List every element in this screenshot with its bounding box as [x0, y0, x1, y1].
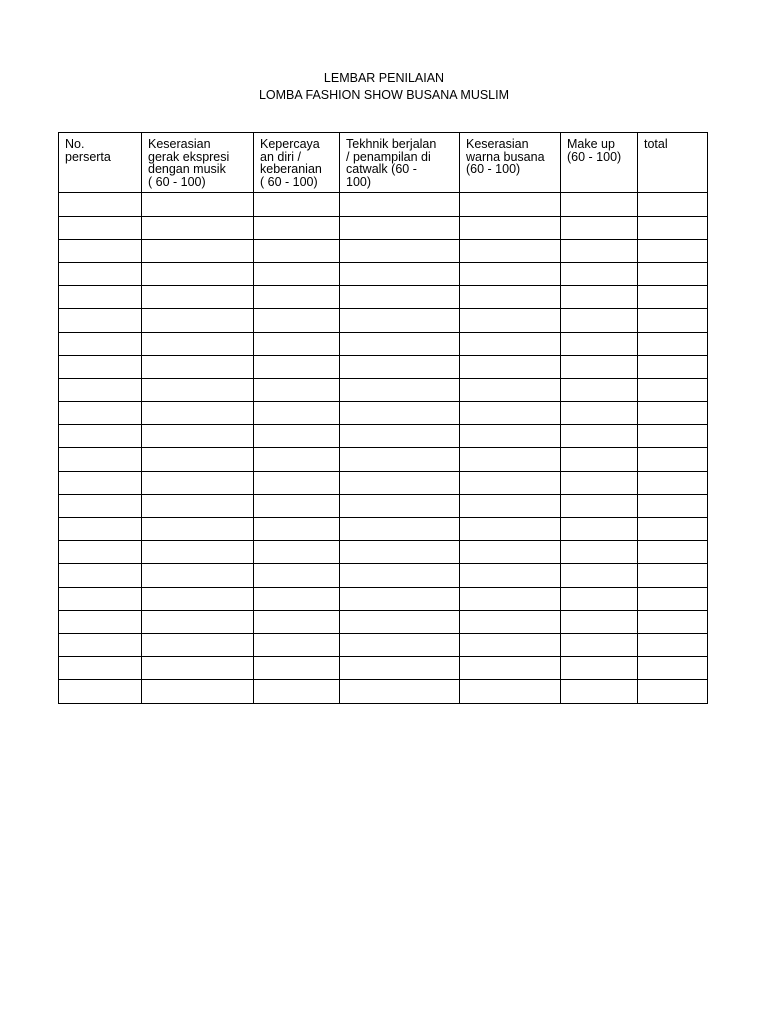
col-header-make-up: Make up (60 - 100) — [561, 133, 638, 193]
score-cell-warna[interactable] — [460, 425, 561, 448]
score-cell-makeup[interactable] — [561, 286, 638, 309]
score-cell-tekhnik[interactable] — [340, 425, 460, 448]
score-cell-total[interactable] — [638, 286, 708, 309]
score-cell-total[interactable] — [638, 309, 708, 332]
score-cell-tekhnik[interactable] — [340, 216, 460, 239]
score-cell-warna[interactable] — [460, 564, 561, 587]
table-row — [59, 216, 708, 239]
score-cell-tekhnik[interactable] — [340, 564, 460, 587]
table-row — [59, 402, 708, 425]
score-cell-makeup[interactable] — [561, 332, 638, 355]
score-cell-tekhnik[interactable] — [340, 494, 460, 517]
score-cell-gerak[interactable] — [142, 378, 254, 401]
score-cell-no-peserta[interactable] — [59, 587, 142, 610]
score-cell-tekhnik[interactable] — [340, 633, 460, 656]
score-cell-no-peserta[interactable] — [59, 518, 142, 541]
score-cell-no-peserta[interactable] — [59, 262, 142, 285]
score-cell-tekhnik[interactable] — [340, 518, 460, 541]
score-cell-no-peserta[interactable] — [59, 402, 142, 425]
score-cell-total[interactable] — [638, 262, 708, 285]
score-cell-makeup[interactable] — [561, 680, 638, 703]
score-cell-total[interactable] — [638, 471, 708, 494]
score-cell-makeup[interactable] — [561, 564, 638, 587]
score-cell-no-peserta[interactable] — [59, 216, 142, 239]
score-cell-gerak[interactable] — [142, 216, 254, 239]
score-cell-total[interactable] — [638, 587, 708, 610]
score-cell-makeup[interactable] — [561, 448, 638, 471]
score-cell-tekhnik[interactable] — [340, 378, 460, 401]
table-row — [59, 378, 708, 401]
score-cell-warna[interactable] — [460, 193, 561, 216]
table-row — [59, 633, 708, 656]
table-row — [59, 425, 708, 448]
score-cell-kepercayaan[interactable] — [254, 518, 340, 541]
score-cell-warna[interactable] — [460, 378, 561, 401]
score-cell-kepercayaan[interactable] — [254, 193, 340, 216]
score-cell-kepercayaan[interactable] — [254, 587, 340, 610]
score-cell-no-peserta[interactable] — [59, 378, 142, 401]
score-cell-tekhnik[interactable] — [340, 262, 460, 285]
score-cell-makeup[interactable] — [561, 633, 638, 656]
score-cell-gerak[interactable] — [142, 541, 254, 564]
score-cell-makeup[interactable] — [561, 518, 638, 541]
score-cell-tekhnik[interactable] — [340, 193, 460, 216]
score-cell-no-peserta[interactable] — [59, 309, 142, 332]
score-cell-tekhnik[interactable] — [340, 309, 460, 332]
score-cell-no-peserta[interactable] — [59, 239, 142, 262]
table-row — [59, 610, 708, 633]
sheet-title: LEMBAR PENILAIAN — [323, 71, 445, 85]
score-cell-no-peserta[interactable] — [59, 633, 142, 656]
table-row — [59, 355, 708, 378]
score-cell-no-peserta[interactable] — [59, 471, 142, 494]
score-cell-gerak[interactable] — [142, 332, 254, 355]
score-cell-gerak[interactable] — [142, 564, 254, 587]
score-cell-tekhnik[interactable] — [340, 239, 460, 262]
score-cell-gerak[interactable] — [142, 355, 254, 378]
score-cell-no-peserta[interactable] — [59, 286, 142, 309]
score-cell-kepercayaan[interactable] — [254, 239, 340, 262]
score-cell-gerak[interactable] — [142, 286, 254, 309]
score-cell-kepercayaan[interactable] — [254, 494, 340, 517]
score-cell-no-peserta[interactable] — [59, 610, 142, 633]
table-row — [59, 448, 708, 471]
score-cell-warna[interactable] — [460, 471, 561, 494]
score-cell-makeup[interactable] — [561, 378, 638, 401]
col-header-warna-busana: Keserasian warna busana (60 - 100) — [460, 133, 561, 193]
score-cell-makeup[interactable] — [561, 494, 638, 517]
score-cell-total[interactable] — [638, 633, 708, 656]
score-cell-no-peserta[interactable] — [59, 541, 142, 564]
table-row — [59, 309, 708, 332]
score-cell-gerak[interactable] — [142, 425, 254, 448]
score-cell-kepercayaan[interactable] — [254, 680, 340, 703]
score-cell-kepercayaan[interactable] — [254, 402, 340, 425]
score-cell-tekhnik[interactable] — [340, 355, 460, 378]
score-cell-total[interactable] — [638, 378, 708, 401]
score-cell-makeup[interactable] — [561, 216, 638, 239]
document-header — [0, 70, 768, 104]
score-cell-total[interactable] — [638, 494, 708, 517]
score-cell-total[interactable] — [638, 448, 708, 471]
score-cell-warna[interactable] — [460, 610, 561, 633]
score-cell-tekhnik[interactable] — [340, 332, 460, 355]
score-cell-kepercayaan[interactable] — [254, 309, 340, 332]
score-cell-total[interactable] — [638, 402, 708, 425]
score-cell-total[interactable] — [638, 239, 708, 262]
score-cell-kepercayaan[interactable] — [254, 541, 340, 564]
score-cell-kepercayaan[interactable] — [254, 633, 340, 656]
score-cell-warna[interactable] — [460, 332, 561, 355]
table-row — [59, 494, 708, 517]
score-cell-gerak[interactable] — [142, 680, 254, 703]
score-cell-kepercayaan[interactable] — [254, 332, 340, 355]
score-cell-warna[interactable] — [460, 355, 561, 378]
score-cell-kepercayaan[interactable] — [254, 471, 340, 494]
score-cell-no-peserta[interactable] — [59, 355, 142, 378]
score-cell-gerak[interactable] — [142, 610, 254, 633]
score-cell-kepercayaan[interactable] — [254, 425, 340, 448]
score-cell-kepercayaan[interactable] — [254, 262, 340, 285]
score-cell-gerak[interactable] — [142, 309, 254, 332]
competition-title: LOMBA FASHION SHOW BUSANA MUSLIM — [258, 88, 510, 102]
score-cell-total[interactable] — [638, 564, 708, 587]
table-row — [59, 262, 708, 285]
score-cell-no-peserta[interactable] — [59, 657, 142, 680]
score-cell-makeup[interactable] — [561, 309, 638, 332]
score-cell-tekhnik[interactable] — [340, 680, 460, 703]
score-cell-total[interactable] — [638, 332, 708, 355]
score-cell-no-peserta[interactable] — [59, 193, 142, 216]
score-cell-makeup[interactable] — [561, 587, 638, 610]
score-cell-warna[interactable] — [460, 494, 561, 517]
score-cell-gerak[interactable] — [142, 587, 254, 610]
score-cell-no-peserta[interactable] — [59, 425, 142, 448]
score-cell-total[interactable] — [638, 680, 708, 703]
score-cell-warna[interactable] — [460, 680, 561, 703]
col-header-tekhnik-berjalan: Tekhnik berjalan / penampilan di catwalk (60 - 100) — [340, 133, 460, 193]
score-table-body — [59, 193, 708, 703]
score-cell-tekhnik[interactable] — [340, 448, 460, 471]
score-cell-total[interactable] — [638, 541, 708, 564]
score-cell-kepercayaan[interactable] — [254, 286, 340, 309]
table-row — [59, 541, 708, 564]
score-cell-warna[interactable] — [460, 262, 561, 285]
score-cell-total[interactable] — [638, 193, 708, 216]
score-cell-warna[interactable] — [460, 633, 561, 656]
score-cell-makeup[interactable] — [561, 610, 638, 633]
score-cell-tekhnik[interactable] — [340, 541, 460, 564]
table-row — [59, 239, 708, 262]
score-cell-warna[interactable] — [460, 402, 561, 425]
score-cell-warna[interactable] — [460, 309, 561, 332]
score-cell-total[interactable] — [638, 216, 708, 239]
table-row — [59, 193, 708, 216]
score-cell-warna[interactable] — [460, 518, 561, 541]
score-cell-no-peserta[interactable] — [59, 332, 142, 355]
score-cell-warna[interactable] — [460, 216, 561, 239]
score-cell-warna[interactable] — [460, 657, 561, 680]
score-cell-warna[interactable] — [460, 448, 561, 471]
score-cell-makeup[interactable] — [561, 471, 638, 494]
score-cell-gerak[interactable] — [142, 518, 254, 541]
table-row — [59, 518, 708, 541]
score-cell-kepercayaan[interactable] — [254, 448, 340, 471]
score-cell-warna[interactable] — [460, 541, 561, 564]
score-cell-total[interactable] — [638, 355, 708, 378]
table-row — [59, 286, 708, 309]
score-cell-makeup[interactable] — [561, 193, 638, 216]
score-cell-no-peserta[interactable] — [59, 564, 142, 587]
score-cell-kepercayaan[interactable] — [254, 216, 340, 239]
score-cell-no-peserta[interactable] — [59, 494, 142, 517]
score-table — [58, 132, 708, 704]
score-cell-total[interactable] — [638, 518, 708, 541]
score-cell-gerak[interactable] — [142, 193, 254, 216]
score-cell-makeup[interactable] — [561, 262, 638, 285]
score-cell-gerak[interactable] — [142, 262, 254, 285]
score-cell-tekhnik[interactable] — [340, 587, 460, 610]
score-cell-makeup[interactable] — [561, 541, 638, 564]
table-row — [59, 564, 708, 587]
score-cell-tekhnik[interactable] — [340, 286, 460, 309]
col-header-kepercayaan-diri: Kepercaya an diri / keberanian ( 60 - 100) — [254, 133, 340, 193]
score-cell-tekhnik[interactable] — [340, 471, 460, 494]
score-cell-makeup[interactable] — [561, 239, 638, 262]
score-cell-warna[interactable] — [460, 286, 561, 309]
score-cell-gerak[interactable] — [142, 471, 254, 494]
table-row — [59, 657, 708, 680]
col-header-total: total — [638, 133, 708, 193]
score-cell-makeup[interactable] — [561, 657, 638, 680]
score-cell-no-peserta[interactable] — [59, 448, 142, 471]
score-cell-tekhnik[interactable] — [340, 657, 460, 680]
col-header-gerak-ekspresi: Keserasian gerak ekspresi dengan musik ( 60 - 100) — [142, 133, 254, 193]
table-header-row — [59, 133, 708, 193]
score-cell-kepercayaan[interactable] — [254, 657, 340, 680]
table-row — [59, 680, 708, 703]
score-cell-gerak[interactable] — [142, 448, 254, 471]
score-cell-makeup[interactable] — [561, 425, 638, 448]
score-cell-kepercayaan[interactable] — [254, 610, 340, 633]
score-cell-kepercayaan[interactable] — [254, 355, 340, 378]
score-cell-gerak[interactable] — [142, 494, 254, 517]
score-cell-warna[interactable] — [460, 587, 561, 610]
score-cell-tekhnik[interactable] — [340, 610, 460, 633]
score-cell-total[interactable] — [638, 657, 708, 680]
score-cell-gerak[interactable] — [142, 633, 254, 656]
score-cell-gerak[interactable] — [142, 657, 254, 680]
score-cell-total[interactable] — [638, 425, 708, 448]
score-cell-makeup[interactable] — [561, 402, 638, 425]
score-cell-kepercayaan[interactable] — [254, 378, 340, 401]
score-cell-tekhnik[interactable] — [340, 402, 460, 425]
score-cell-makeup[interactable] — [561, 355, 638, 378]
score-cell-gerak[interactable] — [142, 239, 254, 262]
table-row — [59, 332, 708, 355]
score-cell-warna[interactable] — [460, 239, 561, 262]
score-cell-total[interactable] — [638, 610, 708, 633]
table-row — [59, 587, 708, 610]
col-header-no-peserta: No. perserta — [59, 133, 142, 193]
table-row — [59, 471, 708, 494]
score-cell-kepercayaan[interactable] — [254, 564, 340, 587]
score-cell-gerak[interactable] — [142, 402, 254, 425]
score-cell-no-peserta[interactable] — [59, 680, 142, 703]
